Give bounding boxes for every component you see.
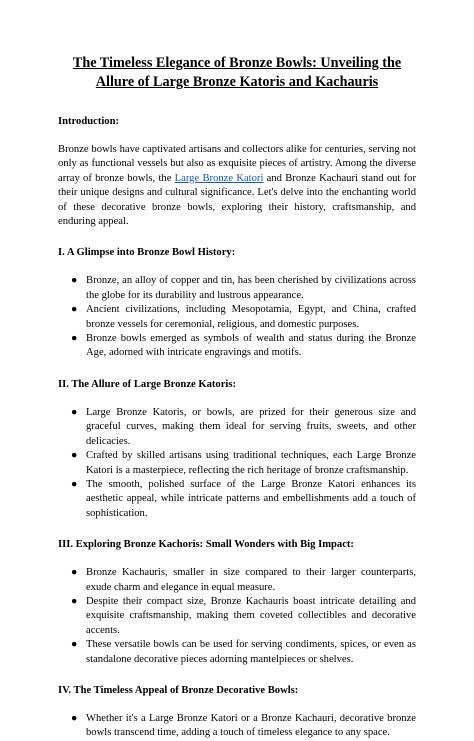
intro-heading: Introduction: bbox=[58, 116, 120, 127]
bullet-icon: ● bbox=[71, 304, 78, 316]
list-item-text: Bronze, an alloy of copper and tin, has been cherished by civilizations across the globe for its durability and lustrous appearance. bbox=[86, 275, 416, 301]
intro-paragraph bbox=[58, 143, 416, 229]
document-title: The Timeless Elegance of Bronze Bowls: Unveiling the Allure of Large Bronze Katoris and Kachauris bbox=[72, 55, 402, 90]
bullet-icon: ● bbox=[71, 595, 78, 607]
list-item bbox=[58, 332, 416, 361]
list-item-text: Crafted by skilled artisans using traditional techniques, each Large Bronze Katori is a masterpiece, reflecting the rich heritage of bronze craftsmanship. bbox=[86, 450, 416, 476]
section-heading-kachoris: III. Exploring Bronze Kachoris: Small Wonders with Big Impact: bbox=[58, 539, 354, 551]
bullet-icon: ● bbox=[71, 712, 78, 724]
section-heading-decorative-bowls: IV. The Timeless Appeal of Bronze Decorative Bowls: bbox=[58, 684, 299, 696]
list-item-text: Bronze Kachauris, smaller in size compared to their larger counterparts, exude charm and elegance in equal measure. bbox=[86, 567, 416, 593]
large-bronze-katori-link[interactable]: Large Bronze Katori bbox=[174, 172, 264, 184]
list-item-text: Bronze bowls emerged as symbols of wealth and status during the Bronze Age, adorned with intricate engravings and motifs. bbox=[86, 333, 416, 359]
bullet-icon: ● bbox=[71, 333, 78, 345]
section-heading-history: I. A Glimpse into Bronze Bowl History: bbox=[58, 247, 236, 259]
section-heading-katoris: II. The Allure of Large Bronze Katoris: bbox=[58, 378, 237, 390]
section-list-history bbox=[58, 274, 416, 360]
list-item bbox=[58, 274, 416, 303]
list-item bbox=[58, 638, 416, 667]
list-item bbox=[58, 478, 416, 521]
bullet-icon: ● bbox=[71, 450, 78, 462]
bullet-icon: ● bbox=[71, 567, 78, 579]
list-item-text: Ancient civilizations, including Mesopotamia, Egypt, and China, crafted bronze vessels for ceremonial, religious, and domestic purposes. bbox=[86, 304, 416, 330]
list-item-text: Large Bronze Katoris, or bowls, are prized for their generous size and graceful curves, making them ideal for serving fruits, sweets, and other delicacies. bbox=[86, 406, 416, 447]
list-item bbox=[58, 303, 416, 332]
bullet-icon: ● bbox=[71, 478, 78, 490]
bullet-icon: ● bbox=[71, 406, 78, 418]
list-item bbox=[58, 449, 416, 478]
intro-text-before-link: Bronze bowls have captivated artisans and collectors alike for centuries, serving not only as functional vessels but also as exquisite pieces of artistry. Among the diverse array of bronze bowls, the bbox=[58, 144, 416, 184]
section-list-kachoris bbox=[58, 566, 416, 667]
list-item-text: These versatile bowls can be used for serving condiments, spices, or even as standalone decorative pieces adorning mantelpieces or shelves. bbox=[86, 639, 416, 665]
list-item bbox=[58, 406, 416, 449]
list-item bbox=[58, 712, 416, 741]
list-item-text: The smooth, polished surface of the Large Bronze Katori enhances its aesthetic appeal, while intricate patterns and embellishments add a touch of sophistication. bbox=[86, 478, 416, 519]
list-item bbox=[58, 566, 416, 595]
bullet-icon: ● bbox=[71, 275, 78, 287]
intro-text-after-link: and Bronze Kachauri stand out for their unique designs and cultural significance. Let's delve into the enchanting world of these decorative bronze bowls, exploring their history, craftsmanship, and enduring appeal. bbox=[58, 172, 416, 228]
section-list-katoris bbox=[58, 406, 416, 521]
list-item bbox=[58, 595, 416, 638]
list-item-text: Despite their compact size, Bronze Kachauris boast intricate detailing and exquisite craftsmanship, making them coveted collectibles and decorative accents. bbox=[86, 595, 416, 636]
list-item-text: Whether it's a Large Bronze Katori or a Bronze Kachauri, decorative bronze bowls transcend time, adding a touch of timeless elegance to any space. bbox=[86, 712, 416, 739]
section-list-decorative-bowls bbox=[58, 712, 416, 741]
bullet-icon: ● bbox=[71, 639, 78, 651]
